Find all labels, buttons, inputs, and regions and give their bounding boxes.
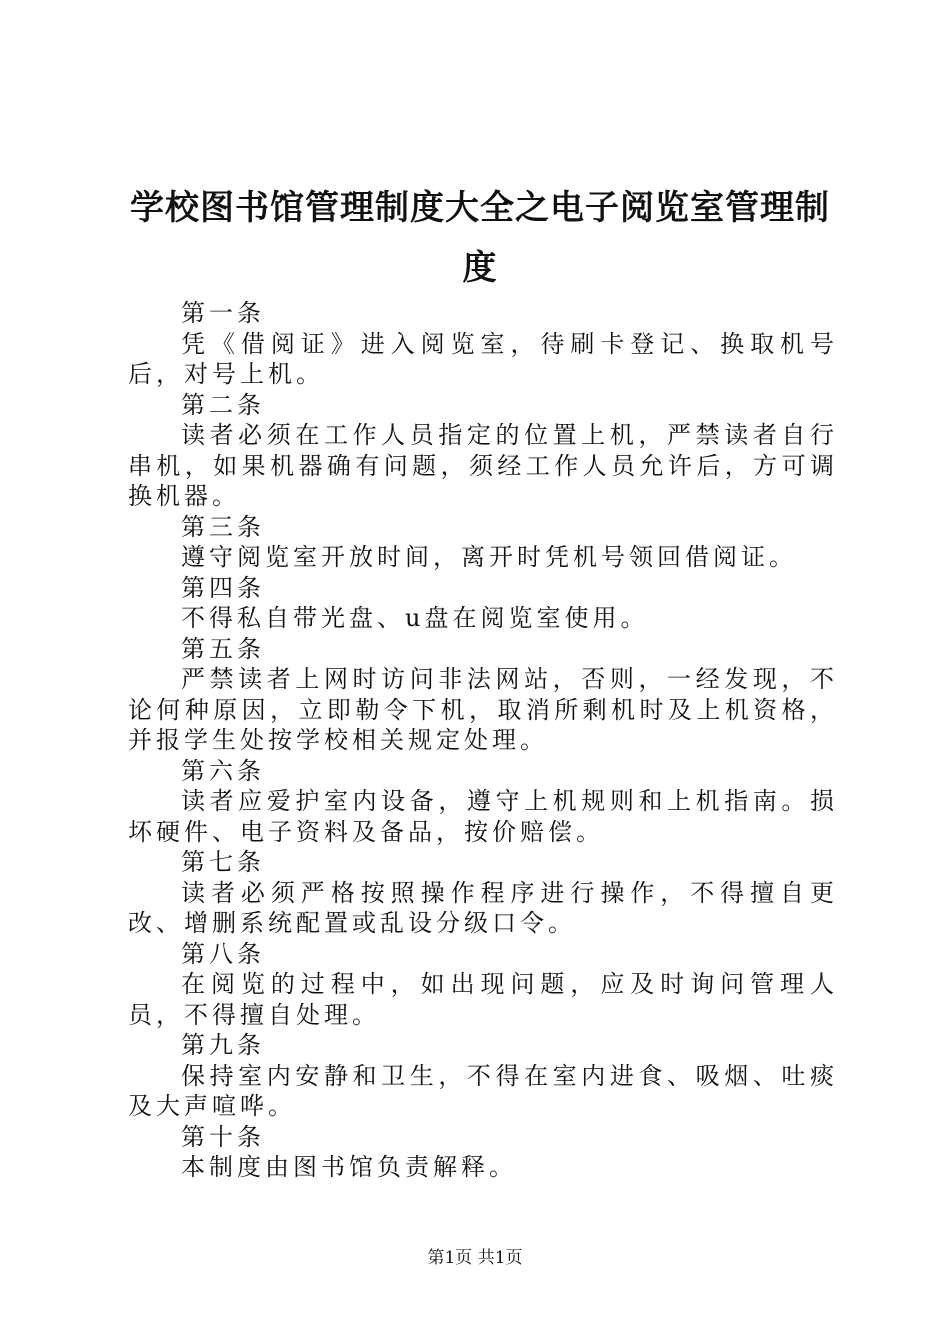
article-heading: 第八条 [181,939,265,968]
article-text: 遵守阅览室开放时间，离开时凭机号领回借阅证。 [181,543,797,571]
article-text: 在阅览的过程中，如出现问题，应及时询问管理人员，不得擅自处理。 [128,970,838,1029]
article-heading: 第四条 [181,573,265,602]
article-text: 读者必须严格按照操作程序进行操作，不得擅自更改、增删系统配置或乱设分级口令。 [128,878,838,937]
article-heading: 第七条 [181,848,265,876]
article-text: 凭《借阅证》进入阅览室，待刷卡登记、换取机号后，对号上机。 [128,329,838,388]
article-text: 读者应爱护室内设备，遵守上机规则和上机指南。损坏硬件、电子资料及备品，按价赔偿。 [128,787,838,846]
article-text: 读者必须在工作人员指定的位置上机，严禁读者自行串机，如果机器确有问题，须经工作人员允许后，方可调换机器。 [128,421,838,510]
article-text: 保持室内安静和卫生，不得在室内进食、吸烟、吐痰及大声喧哗。 [128,1061,838,1120]
article-heading: 第十条 [181,1122,265,1151]
article-text: 严禁读者上网时访问非法网站，否则，一经发现，不论何种原因，立即勒令下机，取消所剩机时及上机资格，并报学生处按学校相关规定处理。 [128,665,838,754]
article-heading: 第一条 [181,299,265,327]
document-body [128,298,838,1183]
article-heading: 第六条 [181,756,265,785]
article-text: 本制度由图书馆负责解释。 [181,1153,517,1181]
article-text: 不得私自带光盘、u盘在阅览室使用。 [181,604,649,632]
article-heading: 第五条 [181,634,265,663]
article-heading: 第三条 [181,512,265,541]
document-title: 学校图书馆管理制度大全之电子阅览室管理制度 [130,188,830,288]
article-heading: 第二条 [181,390,265,419]
article-heading: 第九条 [181,1031,265,1059]
page-footer: 第1页 共1页 [427,1248,523,1268]
